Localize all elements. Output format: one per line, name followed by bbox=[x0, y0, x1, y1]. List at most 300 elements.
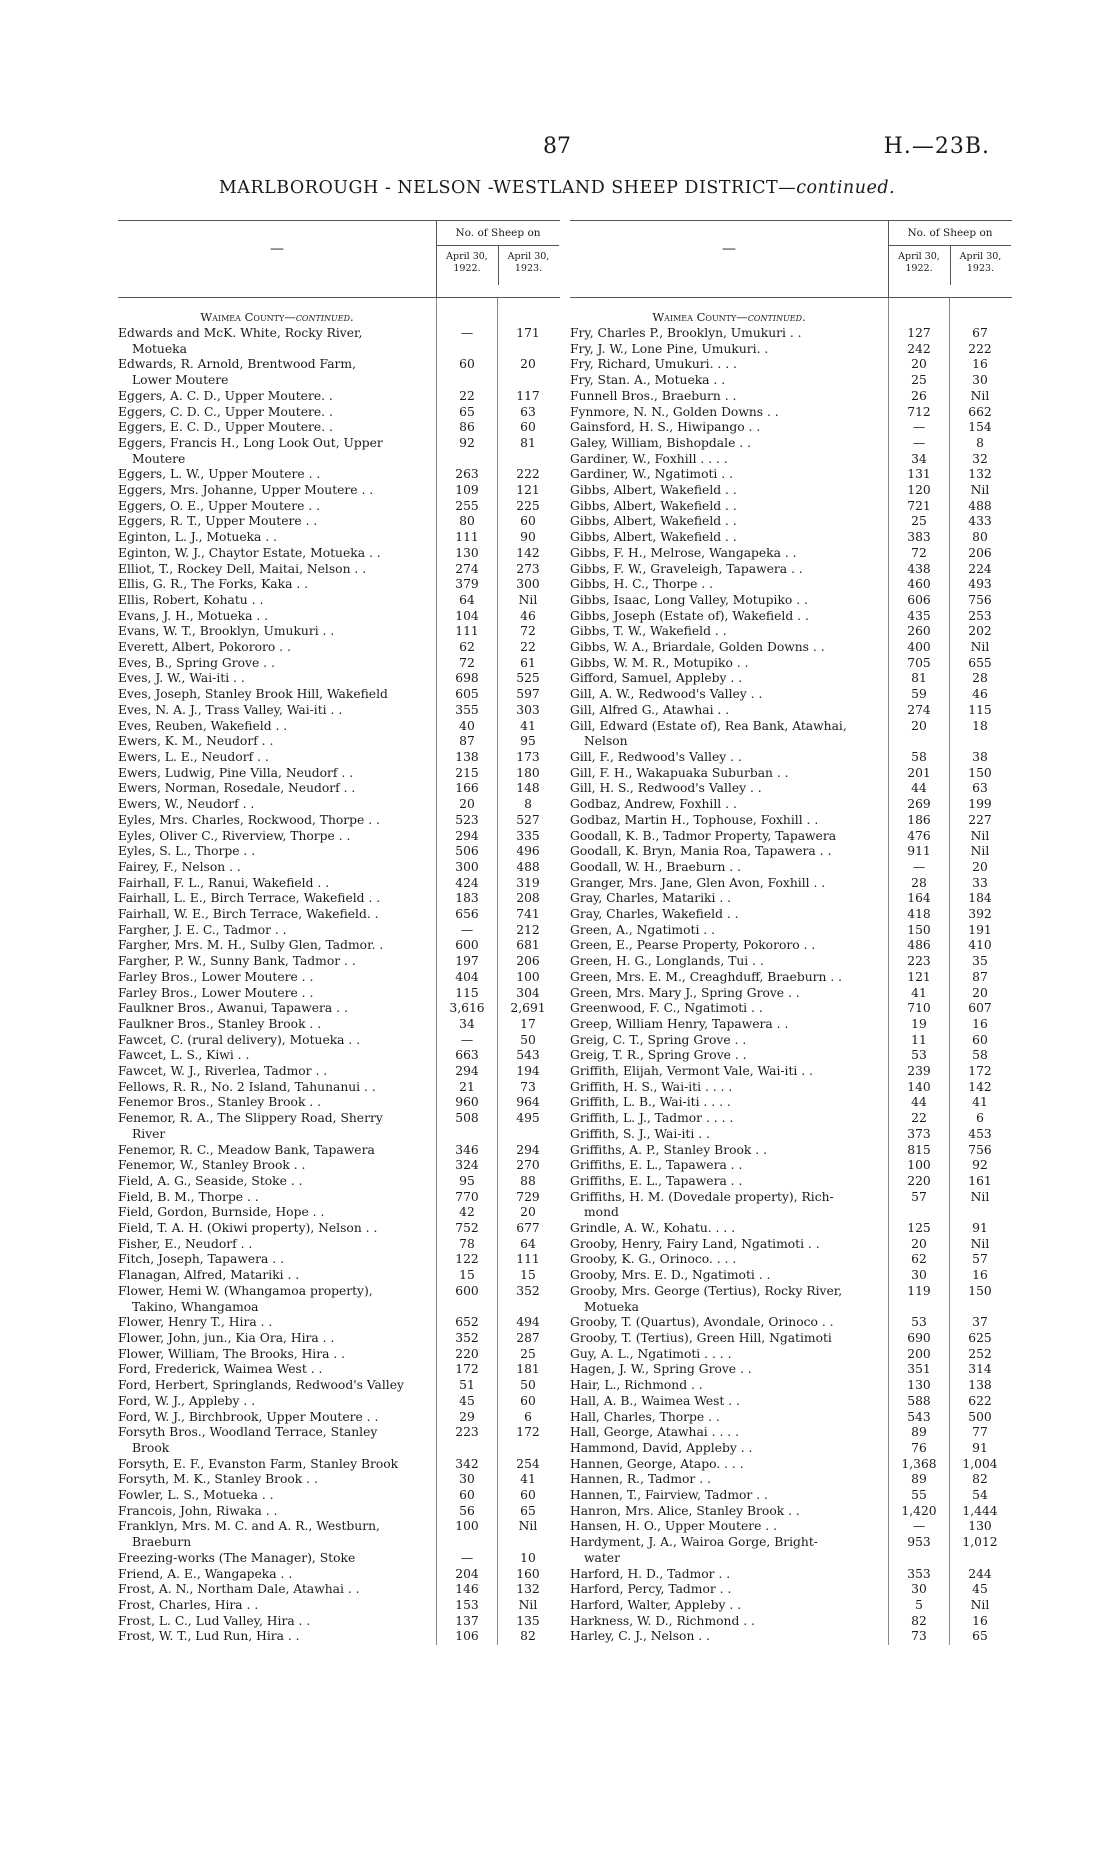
table-row bbox=[118, 1425, 560, 1441]
sheep-1922: 78 bbox=[459, 1236, 475, 1251]
sheep-1923: 46 bbox=[520, 608, 536, 623]
sheep-1923: 287 bbox=[516, 1331, 540, 1345]
sheep-group-label: No. of Sheep on bbox=[889, 221, 1011, 246]
table-row bbox=[570, 970, 1012, 986]
sheep-1922: 215 bbox=[455, 765, 479, 780]
sheep-1923: Nil bbox=[518, 1519, 538, 1534]
sheep-1922: 438 bbox=[907, 561, 931, 576]
owner-name: Fenemor, W., Stanley Brook . . bbox=[118, 1158, 306, 1173]
table-row bbox=[118, 1598, 560, 1614]
sheep-1922: — bbox=[912, 435, 926, 450]
table-row bbox=[118, 671, 560, 687]
table-row bbox=[570, 986, 1012, 1002]
table-row bbox=[118, 562, 560, 578]
sheep-1923: 681 bbox=[516, 938, 540, 953]
owner-name: Granger, Mrs. Jane, Glen Avon, Foxhill . . bbox=[570, 875, 826, 890]
owner-name: Fellows, R. R., No. 2 Island, Tahunanui . . bbox=[118, 1079, 376, 1094]
left-table-body bbox=[118, 298, 560, 1645]
sheep-1922 bbox=[436, 1300, 498, 1316]
sheep-1923: 392 bbox=[968, 907, 992, 922]
owner-name: Gardiner, W., Ngatimoti . . bbox=[570, 467, 734, 482]
sheep-1922: 242 bbox=[907, 341, 931, 356]
table-row bbox=[570, 1394, 1012, 1410]
owner-name: Gibbs, Albert, Wakefield . . bbox=[570, 514, 737, 529]
document-reference: H.—23B. bbox=[883, 134, 990, 159]
sheep-1922: 424 bbox=[455, 875, 479, 890]
table-row bbox=[118, 860, 560, 876]
sheep-1923: 527 bbox=[516, 812, 540, 827]
sheep-1923: 964 bbox=[516, 1095, 540, 1110]
sheep-1923 bbox=[498, 1300, 558, 1316]
owner-name: Griffith, L. J., Tadmor . . . . bbox=[570, 1111, 734, 1126]
owner-name: Funnell Bros., Braeburn . . bbox=[570, 388, 737, 403]
sheep-1923: 1,012 bbox=[962, 1535, 998, 1550]
sheep-1922: 42 bbox=[459, 1205, 475, 1220]
sheep-1922 bbox=[888, 734, 950, 750]
table-row bbox=[118, 1410, 560, 1426]
owner-name: Gill, F., Redwood's Valley . . bbox=[570, 749, 742, 764]
owner-name: Grooby, T. (Quartus), Avondale, Orinoco . . bbox=[570, 1315, 834, 1330]
sheep-1923: Nil bbox=[970, 844, 990, 859]
owner-name: Flower, John, jun., Kia Ora, Hira . . bbox=[118, 1331, 335, 1345]
sheep-1923: Nil bbox=[970, 1236, 990, 1251]
owner-name: Hall, A. B., Waimea West . . bbox=[570, 1393, 741, 1408]
owner-name: Ellis, Robert, Kohatu . . bbox=[118, 592, 264, 607]
county-name: Waimea County— bbox=[200, 310, 296, 324]
sheep-1923: 294 bbox=[516, 1142, 540, 1157]
table-row bbox=[570, 1143, 1012, 1159]
sheep-1922: 53 bbox=[911, 1048, 927, 1063]
table-row bbox=[118, 844, 560, 860]
sheep-1922: 41 bbox=[911, 985, 927, 1000]
table-row bbox=[570, 1300, 1012, 1316]
sheep-1922: — bbox=[460, 1032, 474, 1047]
sheep-1922: 172 bbox=[455, 1362, 479, 1377]
table-row bbox=[570, 1519, 1012, 1535]
table-row bbox=[118, 1488, 560, 1504]
sheep-1922: 29 bbox=[459, 1409, 475, 1424]
table-row bbox=[118, 499, 560, 515]
owner-name: Green, H. G., Longlands, Tui . . bbox=[570, 954, 764, 969]
owner-name: Griffith, H. S., Wai-iti . . . . bbox=[570, 1079, 733, 1094]
sheep-1923 bbox=[498, 373, 558, 389]
owner-name: Gibbs, Albert, Wakefield . . bbox=[570, 483, 737, 498]
sheep-1922: 109 bbox=[455, 483, 479, 498]
table-row bbox=[570, 389, 1012, 405]
sheep-1923: 172 bbox=[516, 1425, 540, 1440]
sheep-1923: 10 bbox=[520, 1550, 536, 1565]
owner-name: Eggers, Francis H., Long Look Out, Upper bbox=[118, 435, 383, 450]
sheep-1922: 200 bbox=[907, 1346, 931, 1361]
table-row bbox=[118, 687, 560, 703]
owner-name: Nelson bbox=[584, 734, 628, 749]
sheep-1922: 72 bbox=[911, 545, 927, 560]
owner-name: Hall, George, Atawhai . . . . bbox=[570, 1425, 740, 1440]
table-row bbox=[570, 467, 1012, 483]
sheep-1922: 263 bbox=[455, 467, 479, 482]
table-row bbox=[118, 1614, 560, 1630]
owner-name: Gibbs, Isaac, Long Valley, Motupiko . . bbox=[570, 592, 808, 607]
table-row bbox=[118, 467, 560, 483]
sheep-1922 bbox=[436, 1127, 498, 1143]
sheep-1922: 60 bbox=[459, 357, 475, 372]
sheep-1922: 34 bbox=[459, 1016, 475, 1031]
sheep-1923: 100 bbox=[516, 969, 540, 984]
sheep-1922: 62 bbox=[911, 1252, 927, 1267]
table-row bbox=[118, 1504, 560, 1520]
sheep-1923: 161 bbox=[968, 1173, 992, 1188]
table-row bbox=[570, 1284, 1012, 1300]
table-row bbox=[570, 656, 1012, 672]
owner-name: Flanagan, Alfred, Matariki . . bbox=[118, 1268, 300, 1283]
owner-name: Forsyth, M. K., Stanley Brook . . bbox=[118, 1472, 318, 1487]
sheep-1922: — bbox=[460, 1550, 474, 1565]
sheep-1922: 44 bbox=[911, 781, 927, 796]
table-row bbox=[118, 1394, 560, 1410]
table-row bbox=[118, 1237, 560, 1253]
owner-name: Friend, A. E., Wangapeka . . bbox=[118, 1566, 293, 1581]
sheep-1923: 20 bbox=[520, 357, 536, 372]
table-row bbox=[118, 813, 560, 829]
sheep-1923: 81 bbox=[520, 435, 536, 450]
sheep-1922: 721 bbox=[907, 498, 931, 513]
header-1922: April 30, 1922. bbox=[446, 251, 488, 274]
sheep-1923: 64 bbox=[520, 1236, 536, 1251]
sheep-1922 bbox=[436, 373, 498, 389]
table-row bbox=[570, 357, 1012, 373]
table-row bbox=[570, 1048, 1012, 1064]
sheep-1923: 82 bbox=[972, 1472, 988, 1487]
sheep-1922: 400 bbox=[907, 640, 931, 655]
sheep-1923: 57 bbox=[972, 1252, 988, 1267]
table-row bbox=[570, 1472, 1012, 1488]
sheep-1922: 45 bbox=[459, 1393, 475, 1408]
owner-name: Fawcet, L. S., Kiwi . . bbox=[118, 1048, 250, 1063]
owner-name: Eggers, Mrs. Johanne, Upper Moutere . . bbox=[118, 483, 374, 498]
sheep-1923: 496 bbox=[516, 844, 540, 859]
sheep-1923: 191 bbox=[968, 922, 992, 937]
table-row bbox=[118, 1315, 560, 1331]
table-row bbox=[118, 1284, 560, 1300]
owner-name: Gray, Charles, Wakefield . . bbox=[570, 907, 739, 922]
table-row bbox=[570, 1315, 1012, 1331]
right-table-body bbox=[570, 298, 1012, 1645]
owner-name: Gifford, Samuel, Appleby . . bbox=[570, 671, 743, 686]
sheep-1922: 115 bbox=[455, 985, 479, 1000]
sheep-1922: 201 bbox=[907, 765, 931, 780]
sheep-1922: 138 bbox=[455, 749, 479, 764]
owner-name: Fynmore, N. N., Golden Downs . . bbox=[570, 404, 779, 419]
sheep-1922: 486 bbox=[907, 938, 931, 953]
owner-name: water bbox=[584, 1550, 620, 1565]
sheep-1922: 960 bbox=[455, 1095, 479, 1110]
owner-name: Grooby, K. G., Orinoco. . . . bbox=[570, 1252, 737, 1267]
table-row bbox=[570, 1017, 1012, 1033]
owner-name: Grindle, A. W., Kohatu. . . . bbox=[570, 1221, 736, 1236]
table-row bbox=[570, 781, 1012, 797]
owner-name: Eyles, S. L., Thorpe . . bbox=[118, 844, 256, 859]
sheep-1923 bbox=[498, 1535, 558, 1551]
sheep-1923: 142 bbox=[968, 1079, 992, 1094]
sheep-1923: 495 bbox=[516, 1111, 540, 1126]
sheep-1923: 65 bbox=[520, 1503, 536, 1518]
owner-name: Ford, W. J., Birchbrook, Upper Moutere . . bbox=[118, 1409, 379, 1424]
table-row bbox=[118, 452, 560, 468]
sheep-1923: 1,444 bbox=[962, 1503, 998, 1518]
table-row bbox=[118, 1252, 560, 1268]
table-row bbox=[570, 1629, 1012, 1645]
sheep-1923: 65 bbox=[972, 1629, 988, 1644]
table-row bbox=[570, 1598, 1012, 1614]
table-row bbox=[118, 593, 560, 609]
table-row bbox=[570, 1001, 1012, 1017]
owner-name: Harkness, W. D., Richmond . . bbox=[570, 1613, 755, 1628]
sheep-1922: 1,420 bbox=[901, 1503, 937, 1518]
sheep-1923: 41 bbox=[520, 1472, 536, 1487]
sheep-1923: 16 bbox=[972, 1268, 988, 1283]
sheep-1923: 16 bbox=[972, 1016, 988, 1031]
table-row bbox=[570, 373, 1012, 389]
owner-name: Galey, William, Bishopdale . . bbox=[570, 435, 751, 450]
sheep-1922: 56 bbox=[459, 1503, 475, 1518]
sheep-1923: 199 bbox=[968, 797, 992, 812]
owner-name: Hannen, R., Tadmor . . bbox=[570, 1472, 711, 1487]
column-rule bbox=[949, 298, 950, 1645]
county-continued: continued. bbox=[747, 310, 806, 324]
owner-name: Gibbs, Albert, Wakefield . . bbox=[570, 530, 737, 545]
sheep-1922: 220 bbox=[455, 1346, 479, 1361]
owner-name: Eggers, E. C. D., Upper Moutere. . bbox=[118, 420, 333, 435]
owner-name: Green, A., Ngatimoti . . bbox=[570, 922, 716, 937]
sheep-1923: Nil bbox=[518, 592, 538, 607]
owner-name: Greig, T. R., Spring Grove . . bbox=[570, 1048, 747, 1063]
sheep-1922: 770 bbox=[455, 1189, 479, 1204]
owner-name: Eyles, Mrs. Charles, Rockwood, Thorpe . . bbox=[118, 812, 380, 827]
sheep-1922: 131 bbox=[907, 467, 931, 482]
sheep-1923: 184 bbox=[968, 891, 992, 906]
sheep-1923: 543 bbox=[516, 1048, 540, 1063]
sheep-1922: 373 bbox=[907, 1126, 931, 1141]
table-row bbox=[570, 1504, 1012, 1520]
owner-name: Eggers, A. C. D., Upper Moutere. . bbox=[118, 388, 333, 403]
table-row bbox=[118, 624, 560, 640]
owner-name: Green, Mrs. E. M., Creaghduff, Braeburn . . bbox=[570, 969, 843, 984]
sheep-1922: 44 bbox=[911, 1095, 927, 1110]
sheep-1922: 81 bbox=[911, 671, 927, 686]
sheep-1923: 181 bbox=[516, 1362, 540, 1377]
sheep-1922: 19 bbox=[911, 1016, 927, 1031]
sheep-1923: Nil bbox=[970, 640, 990, 655]
sheep-1923: 20 bbox=[520, 1205, 536, 1220]
table-row bbox=[118, 1001, 560, 1017]
table-row bbox=[118, 734, 560, 750]
table-row bbox=[118, 1567, 560, 1583]
table-row bbox=[570, 703, 1012, 719]
sheep-1922: 698 bbox=[455, 671, 479, 686]
sheep-1922: 508 bbox=[455, 1111, 479, 1126]
table-row bbox=[570, 1127, 1012, 1143]
sheep-1923: 92 bbox=[972, 1158, 988, 1173]
sheep-1922: 186 bbox=[907, 812, 931, 827]
sheep-1922: 183 bbox=[455, 891, 479, 906]
owner-name: Griffiths, E. L., Tapawera . . bbox=[570, 1173, 743, 1188]
owner-name: Franklyn, Mrs. M. C. and A. R., Westburn, bbox=[118, 1519, 380, 1534]
sheep-1922: 125 bbox=[907, 1221, 931, 1236]
sheep-1922: 28 bbox=[911, 875, 927, 890]
sheep-1922: 523 bbox=[455, 812, 479, 827]
table-row bbox=[118, 1048, 560, 1064]
left-column bbox=[118, 220, 560, 1645]
sheep-1922: 606 bbox=[907, 592, 931, 607]
owner-name: Guy, A. L., Ngatimoti . . . . bbox=[570, 1346, 732, 1361]
sheep-1923: 244 bbox=[968, 1566, 992, 1581]
table-row bbox=[118, 609, 560, 625]
table-row bbox=[570, 593, 1012, 609]
owner-name: Goodall, K. Bryn, Mania Roa, Tapawera . . bbox=[570, 844, 832, 859]
table-row bbox=[570, 514, 1012, 530]
sheep-1922: — bbox=[912, 859, 926, 874]
sheep-1922: 3,616 bbox=[449, 1001, 485, 1016]
sheep-1922: 76 bbox=[911, 1440, 927, 1455]
sheep-1922: 815 bbox=[907, 1142, 931, 1157]
owner-name: Field, B. M., Thorpe . . bbox=[118, 1189, 259, 1204]
sheep-1923 bbox=[950, 734, 1010, 750]
table-row bbox=[118, 938, 560, 954]
column-rule bbox=[497, 298, 498, 1645]
sheep-1922: 379 bbox=[455, 577, 479, 592]
sheep-1922: 588 bbox=[907, 1393, 931, 1408]
table-row bbox=[570, 1252, 1012, 1268]
table-row bbox=[118, 1457, 560, 1473]
owner-name: Harley, C. J., Nelson . . bbox=[570, 1629, 711, 1644]
county-heading bbox=[118, 298, 436, 326]
sheep-1922: 73 bbox=[911, 1629, 927, 1644]
sheep-1922: 239 bbox=[907, 1064, 931, 1079]
table-row bbox=[570, 452, 1012, 468]
owner-name: Evans, W. T., Brooklyn, Umukuri . . bbox=[118, 624, 335, 639]
sheep-1922: 346 bbox=[455, 1142, 479, 1157]
sheep-1923: 154 bbox=[968, 420, 992, 435]
table-row bbox=[570, 1095, 1012, 1111]
owner-name: Forsyth Bros., Woodland Terrace, Stanley bbox=[118, 1425, 378, 1440]
sheep-1922: 663 bbox=[455, 1048, 479, 1063]
sheep-1923: 173 bbox=[516, 749, 540, 764]
sheep-1922: 20 bbox=[911, 1236, 927, 1251]
owner-name: Flower, Hemi W. (Whangamoa property), bbox=[118, 1283, 373, 1298]
sheep-1922: 130 bbox=[907, 1378, 931, 1393]
owner-name: Eves, B., Spring Grove . . bbox=[118, 655, 275, 670]
owner-name: Ewers, W., Neudorf . . bbox=[118, 797, 255, 812]
county-heading bbox=[570, 298, 888, 326]
sheep-1922: 269 bbox=[907, 797, 931, 812]
owner-name: mond bbox=[584, 1205, 619, 1220]
owner-name: Gibbs, Joseph (Estate of), Wakefield . . bbox=[570, 608, 809, 623]
table-row bbox=[570, 860, 1012, 876]
sheep-1922: 55 bbox=[911, 1488, 927, 1503]
table-row bbox=[118, 389, 560, 405]
table-row bbox=[570, 954, 1012, 970]
sheep-1923: 273 bbox=[516, 561, 540, 576]
sheep-1923: 60 bbox=[972, 1032, 988, 1047]
sheep-1922: 100 bbox=[455, 1519, 479, 1534]
owner-name: Hansen, H. O., Upper Moutere . . bbox=[570, 1519, 778, 1534]
sheep-1923: 224 bbox=[968, 561, 992, 576]
header-dash: — bbox=[722, 241, 736, 257]
table-row bbox=[118, 1519, 560, 1535]
table-row bbox=[570, 1347, 1012, 1363]
sheep-1922: 476 bbox=[907, 828, 931, 843]
table-row bbox=[118, 1017, 560, 1033]
sheep-1923 bbox=[498, 1441, 558, 1457]
table-row bbox=[118, 750, 560, 766]
table-row bbox=[118, 640, 560, 656]
sheep-1923: Nil bbox=[970, 828, 990, 843]
sheep-1922: 506 bbox=[455, 844, 479, 859]
sheep-1923: Nil bbox=[970, 1189, 990, 1204]
sheep-1923: 67 bbox=[972, 326, 988, 340]
sheep-1923: 202 bbox=[968, 624, 992, 639]
table-row bbox=[118, 577, 560, 593]
owner-name: Ellis, G. R., The Forks, Kaka . . bbox=[118, 577, 309, 592]
owner-name: Fawcet, W. J., Riverlea, Tadmor . . bbox=[118, 1064, 328, 1079]
sheep-1923: 500 bbox=[968, 1409, 992, 1424]
table-row bbox=[118, 1331, 560, 1347]
sheep-1923: 37 bbox=[972, 1315, 988, 1330]
owner-name: Eginton, L. J., Motueka . . bbox=[118, 530, 278, 545]
sheep-1922: 82 bbox=[911, 1613, 927, 1628]
owner-name: Francois, John, Riwaka . . bbox=[118, 1503, 278, 1518]
owner-name: Eginton, W. J., Chaytor Estate, Motueka . . bbox=[118, 545, 381, 560]
owner-name: Eves, Reuben, Wakefield . . bbox=[118, 718, 288, 733]
county-continued: continued. bbox=[295, 310, 354, 324]
sheep-1922: 324 bbox=[455, 1158, 479, 1173]
sheep-1922: 20 bbox=[459, 797, 475, 812]
sheep-1922: 51 bbox=[459, 1378, 475, 1393]
sheep-1923: 60 bbox=[520, 420, 536, 435]
sheep-1923: 135 bbox=[516, 1613, 540, 1628]
sheep-1923: 677 bbox=[516, 1221, 540, 1236]
owner-name: Fairhall, F. L., Ranui, Wakefield . . bbox=[118, 875, 330, 890]
sheep-1923: 50 bbox=[520, 1378, 536, 1393]
owner-name: Moutere bbox=[132, 451, 186, 466]
sheep-1922: 752 bbox=[455, 1221, 479, 1236]
sheep-1923: 60 bbox=[520, 1393, 536, 1408]
table-row bbox=[118, 1033, 560, 1049]
sheep-1922: 111 bbox=[455, 530, 479, 545]
sheep-1923: 117 bbox=[516, 388, 540, 403]
table-row bbox=[118, 891, 560, 907]
sheep-1923: 17 bbox=[520, 1016, 536, 1031]
table-row bbox=[570, 766, 1012, 782]
sheep-1923: 61 bbox=[520, 655, 536, 670]
table-row bbox=[118, 1362, 560, 1378]
owner-name: Field, A. G., Seaside, Stoke . . bbox=[118, 1173, 303, 1188]
sheep-1923: 303 bbox=[516, 702, 540, 717]
owner-name: Gardiner, W., Foxhill . . . . bbox=[570, 451, 728, 466]
sheep-1923: 741 bbox=[516, 907, 540, 922]
owner-name: Fry, Stan. A., Motueka . . bbox=[570, 373, 726, 388]
sheep-1923: 63 bbox=[520, 404, 536, 419]
owner-name: Frost, W. T., Lud Run, Hira . . bbox=[118, 1629, 300, 1644]
owner-name: Gibbs, W. A., Briardale, Golden Downs . . bbox=[570, 640, 825, 655]
sheep-1923: 50 bbox=[520, 1032, 536, 1047]
sheep-1922: 274 bbox=[455, 561, 479, 576]
owner-name: Hammond, David, Appleby . . bbox=[570, 1440, 753, 1455]
sheep-1923: 115 bbox=[968, 702, 992, 717]
table-row bbox=[118, 797, 560, 813]
sheep-1923: 150 bbox=[968, 1283, 992, 1298]
table-row bbox=[118, 1629, 560, 1645]
